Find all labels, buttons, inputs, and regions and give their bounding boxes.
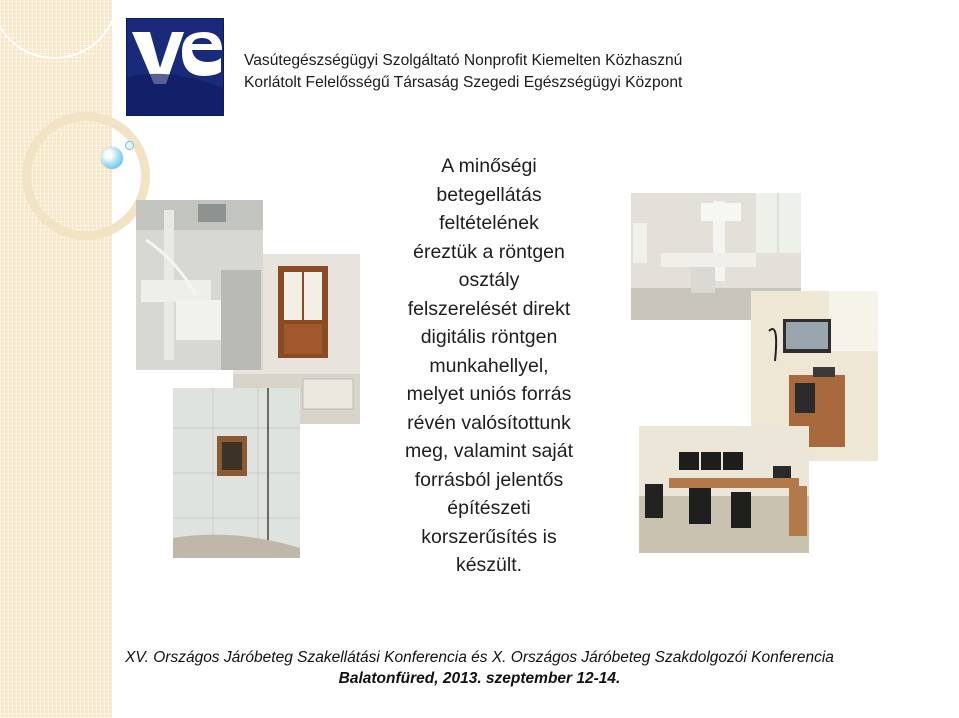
bubble-icon [101,147,123,169]
old-xray-room-photo [136,200,263,370]
main-line: készült. [455,554,523,576]
organization-header [244,50,682,94]
main-line: betegellátás [436,183,542,206]
main-line: melyet uniós forrás [406,383,572,405]
decorative-ring [22,112,150,240]
header-line-2: Korlátolt Felelősségű Társaság Szegedi Egészségügyi Központ [244,74,683,91]
main-paragraph [372,152,606,580]
main-line: korszerűsítés is [421,525,557,548]
main-line: A minőségi [441,155,537,177]
main-line: építészeti [447,497,531,519]
main-line: munkahellyel, [429,354,549,377]
main-line: éreztük a röntgen [413,240,565,263]
conference-location-date: Balatonfüred, 2013. szeptember 12-14. [338,670,621,687]
conference-title: XV. Országos Járóbeteg Szakellátási Konferencia és X. Országos Járóbeteg Szakdolgozói Konferencia [125,649,834,666]
main-line: révén valósítottunk [407,411,571,434]
header-line-1: Vasútegészségügyi Szolgáltató Nonprofit Kiemelten Közhasznú [244,52,683,69]
main-line: feltételének [439,212,539,234]
main-line: digitális röntgen [420,326,558,348]
main-line: osztály [458,269,520,291]
old-room-wall-photo [173,388,300,558]
main-line: meg, valamint saját [405,440,573,462]
decorative-side-strip [0,0,112,718]
new-workstations-photo [639,426,809,553]
main-line: forrásból jelentős [414,468,564,491]
ve-logo [126,18,224,116]
main-line: felszerelését direkt [407,297,571,320]
small-bubble-icon [125,141,134,150]
